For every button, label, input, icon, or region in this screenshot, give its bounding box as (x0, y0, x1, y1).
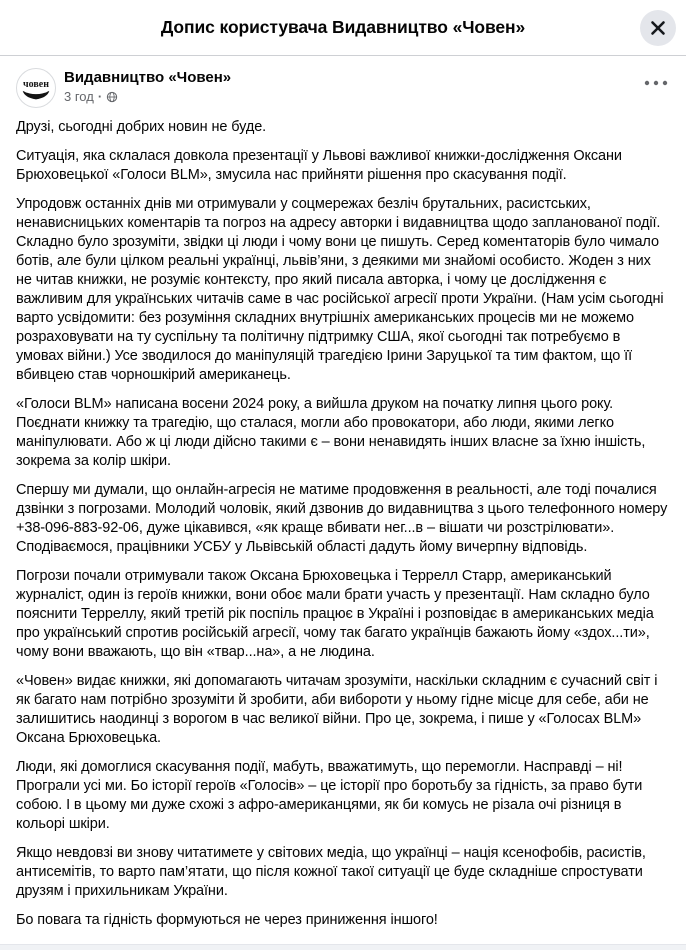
close-icon (649, 19, 667, 37)
post-paragraph: «Голоси BLM» написана восени 2024 року, а вийшла друком на початку липня цього року. Поєднати книжку та трагедію, що сталася, могли або провокатори, або люди, якими легко маніпулювати. Або ж ці люди дійсно такими є – вони ненавидять інших власне за їхню іншість, зокрема за колір шкіри. (16, 396, 646, 469)
post-paragraph: Погрози почали отримували також Оксана Брюховецька і Террелл Старр, американський журналіст, один із героїв книжки, вони обоє мали брати участь у презентації. Нам складно було пояснити Терреллу, який третій рік поспіль працює в Україні і розповідає в американських медіа про український спротив російській агресії, чому так багато українців бажають йому «здох...ти», чому вони вважають, що він «твар...на», а не людина. (16, 568, 654, 660)
post-meta (64, 88, 231, 105)
post-menu-button[interactable] (642, 68, 670, 95)
post-paragraph: «Човен» видає книжки, які допомагають читачам зрозуміти, наскільки складним є сучасний світ і як багато нам потрібно зрозуміти й зробити, аби вибороти у ньому гідне місце для себе, аби не залишитись наодинці з ворогом в час великої війни. Про це, зокрема, і пише у «Голосах BLM» Оксана Брюховецька. (16, 673, 658, 746)
post-body (0, 108, 686, 930)
post-paragraph: Бо повага та гідність формуються не через приниження іншого! (16, 912, 438, 928)
post-header (0, 56, 686, 108)
avatar[interactable] (16, 68, 56, 108)
dialog-title: Допис користувача Видавництво «Човен» (160, 17, 526, 37)
post (0, 56, 686, 930)
avatar-logo-text: човен (23, 79, 49, 91)
comments-area-edge (0, 944, 686, 950)
meta-separator: · (97, 89, 103, 104)
post-paragraph: Люди, які домоглися скасування події, мабуть, вважатимуть, що перемогли. Насправді – ні! Програли усі ми. Бо історії героїв «Голосів» – це історії про боротьбу за гідність, за право бути собою. І в цьому ми дуже схожі з афро-американцями, як би комусь не різала очі різниця в кольорі шкіри. (16, 759, 643, 832)
post-paragraph: Спершу ми думали, що онлайн-агресія не матиме продовження в реальності, але тоді почалися дзвінки з погрозами. Молодий чоловік, який дзвонив до видавництва з цього телефонного номеру +38-096-883-92-06, дуже цікавився, «як краще вбивати нег...в – вішати чи розстрілювати». Сподіваємося, працівники УСБУ у Львівській області дадуть йому вичерпну відповідь. (16, 482, 668, 555)
post-paragraph: Якщо невдовзі ви знову читатимете у світових медіа, що українці – нація ксенофобів, расистів, антисемітів, то варто пам’ятати, що після кожної такої ситуації це буде складніше спростувати друзям і прихильникам України. (16, 845, 646, 899)
dialog-header (0, 0, 686, 56)
post-paragraph: Ситуація, яка склалася довкола презентації у Львові важливої книжки-дослідження Оксани Брюховецької «Голоси BLM», змусила нас прийняти рішення про скасування події. (16, 148, 622, 183)
timestamp[interactable]: 3 год (64, 89, 94, 104)
author-name[interactable]: Видавництво «Човен» (64, 69, 232, 86)
globe-icon (106, 91, 118, 103)
post-paragraph: Друзі, сьогодні добрих новин не буде. (16, 119, 267, 135)
ellipsis-icon (644, 74, 668, 89)
close-button[interactable] (640, 10, 676, 46)
author-block (64, 68, 231, 105)
post-paragraph: Упродовж останніх днів ми отримували у соцмережах безліч брутальних, расистських, ненависницьких коментарів та погроз на адресу авторки і видавництва щодо запланованої події. Складно було зрозуміти, звідки ці люди і чому вони це пишуть. Серед коментаторів було чимало ботів, але були цілком реальні українці, львів’яни, з деякими ми знайомі особисто. Жоден з них не читав книжки, не розуміє контексту, про який писала авторка, і чому це дослідження є важливим для українських читачів саме в час російської агресії проти України. (Нам усім сьогодні варто усвідомити: без розуміння складних внутрішніх американських процесів ми не можемо розраховувати на ту суспільну та політичну підтримку США, якої сьогодні так потребуємо в умовах війни.) Усе зводилося до маніпуляцій трагедією Ірини Заруцької та тим фактом, що її вбивцею став чорношкірий американець. (16, 196, 664, 383)
